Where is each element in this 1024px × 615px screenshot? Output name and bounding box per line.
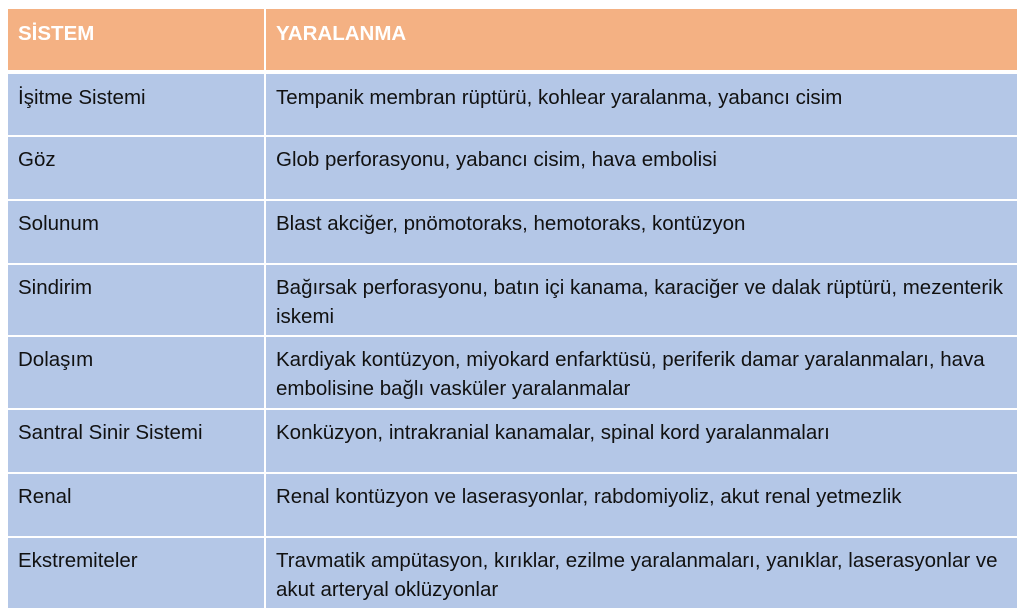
cell-injury: Bağırsak perforasyonu, batın içi kanama, karaciğer ve dalak rüptürü, mezenterik iskemi (265, 264, 1018, 336)
cell-injury: Travmatik ampütasyon, kırıklar, ezilme yaralanmaları, yanıklar, laserasyonlar ve akut arteryal oklüzyonlar (265, 537, 1018, 609)
table-row (7, 136, 1018, 200)
injury-table (6, 7, 1019, 610)
cell-injury: Konküzyon, intrakranial kanamalar, spinal kord yaralanmaları (265, 409, 1018, 473)
cell-system: Ekstremiteler (7, 537, 265, 609)
table-header-row (7, 8, 1018, 72)
table-row (7, 409, 1018, 473)
cell-injury: Renal kontüzyon ve laserasyonlar, rabdomiyoliz, akut renal yetmezlik (265, 473, 1018, 537)
cell-system: Santral Sinir Sistemi (7, 409, 265, 473)
cell-system: Göz (7, 136, 265, 200)
cell-system: Sindirim (7, 264, 265, 336)
cell-injury: Blast akciğer, pnömotoraks, hemotoraks, kontüzyon (265, 200, 1018, 264)
table-row (7, 537, 1018, 609)
cell-system: Dolaşım (7, 336, 265, 408)
cell-system: Renal (7, 473, 265, 537)
table-row (7, 72, 1018, 136)
table-row (7, 473, 1018, 537)
header-system: SİSTEM (7, 8, 265, 72)
header-injury: YARALANMA (265, 8, 1018, 72)
table-row (7, 336, 1018, 408)
table-row (7, 200, 1018, 264)
cell-injury: Tempanik membran rüptürü, kohlear yaralanma, yabancı cisim (265, 72, 1018, 136)
cell-injury: Glob perforasyonu, yabancı cisim, hava embolisi (265, 136, 1018, 200)
cell-system: Solunum (7, 200, 265, 264)
injury-table-container (6, 7, 1019, 610)
table-row (7, 264, 1018, 336)
cell-injury: Kardiyak kontüzyon, miyokard enfarktüsü, periferik damar yaralanmaları, hava embolisine bağlı vasküler yaralanmalar (265, 336, 1018, 408)
cell-system: İşitme Sistemi (7, 72, 265, 136)
